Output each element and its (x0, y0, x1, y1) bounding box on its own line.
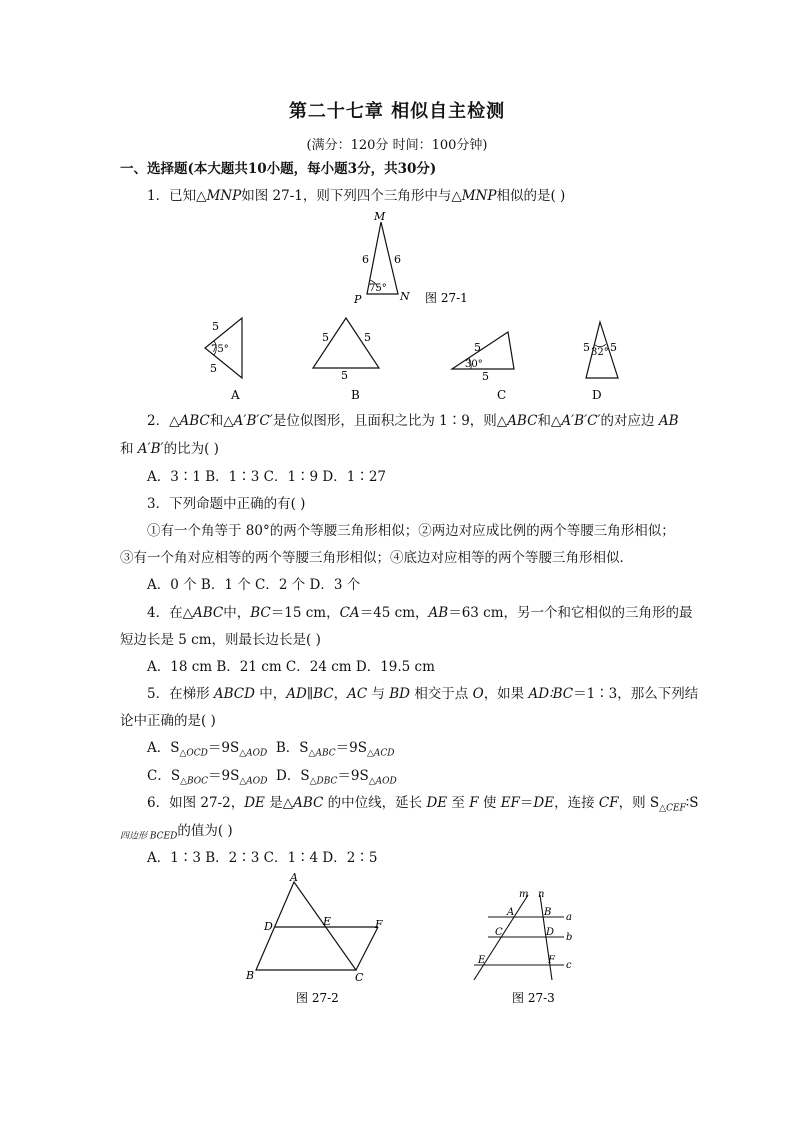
point-label-d: D (546, 927, 555, 938)
q5-options-ab (147, 739, 395, 763)
text: AD∥BC (286, 686, 334, 702)
point-label-c: C (495, 927, 503, 938)
vertex-label-c: C (355, 971, 364, 984)
line-label-n: n (538, 889, 545, 900)
text: 4．在△ (147, 605, 193, 621)
side-label: 5 (212, 320, 219, 333)
text: ABC (179, 413, 210, 429)
text: DE (244, 795, 265, 811)
text: ，则 S (618, 795, 660, 811)
page-title: 第二十七章 相似自主检测 (288, 101, 506, 122)
text: AB (428, 605, 449, 621)
text: ＝9S (207, 740, 240, 756)
q1-option-figures (190, 310, 660, 405)
text: 使 (482, 795, 497, 811)
vertex-label-p: P (354, 293, 362, 306)
text: ， (333, 686, 348, 702)
text: △ABC (308, 748, 336, 759)
option-d-label: D (592, 388, 602, 402)
angle-label: 75° (369, 283, 387, 294)
side-label: 5 (482, 370, 489, 383)
text: 6．如图 27-2， (147, 795, 245, 811)
text: ＝ (519, 795, 534, 811)
text: A′B′ (137, 441, 164, 457)
text: △AOD (239, 776, 268, 787)
side-label: 5 (210, 362, 217, 375)
section-heading: 一、选择题(本大题共10小题，每小题3分，共30分) (120, 161, 437, 177)
option-c-label: C (497, 388, 507, 402)
text: DE (426, 795, 448, 811)
point-label-a: A (507, 907, 515, 918)
figure-caption: 图 27-2 (296, 991, 339, 1005)
side-label: 5 (341, 369, 348, 382)
text: 相交于点 (414, 686, 469, 702)
q2-options: A．3∶1 B．1∶3 C．1∶9 D．1∶27 (147, 469, 386, 485)
point-label-e: E (478, 955, 486, 966)
text: 和△ (537, 413, 562, 429)
text: 四边形 BCED (120, 831, 178, 842)
side-label: 6 (362, 253, 369, 266)
text: △BOC (180, 776, 209, 787)
q5-line-1 (147, 685, 698, 703)
option-a-label: A (231, 388, 240, 402)
text: ，连接 (554, 795, 595, 811)
text: D．S (276, 768, 310, 784)
text: ABC (293, 795, 324, 811)
q2-line-1 (147, 412, 679, 430)
text: △CEF (659, 803, 686, 814)
vertex-label-f: F (375, 918, 383, 931)
text: 2．△ (147, 413, 180, 429)
text: CF (598, 795, 619, 811)
q3-line-1: ①有一个角等于 80°的两个等腰三角形相似；②两边对应成比例的两个等腰三角形相似； (147, 523, 675, 539)
vertex-label-b: B (246, 969, 255, 982)
side-label: 5 (322, 331, 329, 344)
text: MNP (461, 188, 497, 204)
text: 与 (371, 686, 385, 702)
text: ABC (507, 413, 538, 429)
side-label: 5 (583, 341, 590, 354)
page-subtitle: (满分：120分 时间：100分钟) (306, 138, 488, 153)
text: A′B′C′ (561, 413, 601, 429)
text: 至 (451, 795, 465, 811)
q3-stem: 3．下列命题中正确的有( ) (147, 496, 306, 512)
text: △OCD (179, 748, 208, 759)
text: 中， (259, 686, 287, 702)
text: 和△ (209, 413, 234, 429)
text: ＝9S (208, 768, 240, 784)
vertex-label-e: E (323, 915, 332, 928)
figure-caption: 图 27-1 (425, 291, 468, 305)
text: BC (250, 605, 271, 621)
text: DE (533, 795, 555, 811)
option-b-label: B (351, 388, 360, 402)
text: ABC (192, 605, 224, 621)
text: 的值为( ) (177, 823, 233, 839)
side-label: 5 (364, 331, 371, 344)
q5-options-cd (147, 767, 397, 791)
text: 和 (120, 441, 134, 457)
q4-line-2: 短边长是 5 cm，则最长边长是( ) (120, 632, 321, 648)
text: △AOD (239, 748, 268, 759)
q6-line-2 (120, 822, 233, 846)
text: EF (500, 795, 520, 811)
text: ∶S (685, 795, 699, 811)
text: 相似的是( ) (496, 188, 566, 204)
text: △ACD (366, 748, 395, 759)
line-label-m: m (519, 889, 529, 900)
figure-27-3 (468, 885, 598, 1010)
text: 5．在梯形 (147, 686, 210, 702)
text: ，如果 (483, 686, 525, 702)
text: 1．已知△ (147, 188, 207, 204)
angle-label: 75° (211, 344, 229, 355)
q2-line-2 (120, 440, 219, 458)
point-label-b: B (544, 907, 552, 918)
vertex-label-m: M (374, 210, 386, 223)
text: MNP (206, 188, 242, 204)
text: C．S (147, 768, 181, 784)
text: 的比为( ) (163, 441, 219, 457)
text: ＝63 cm，另一个和它相似的三角形的最 (448, 605, 693, 621)
angle-label: 30° (465, 359, 483, 370)
figure-27-1 (340, 208, 480, 308)
vertex-label-n: N (400, 290, 410, 303)
text: △DBC (309, 776, 338, 787)
line-label-a: a (566, 912, 572, 923)
text: ＝9S (335, 740, 367, 756)
q6-line-1 (147, 794, 699, 818)
figure-27-2 (240, 870, 400, 1010)
text: ＝9S (337, 768, 369, 784)
text: A．S (147, 740, 180, 756)
text: 是位似图形，且面积之比为 1∶9，则△ (272, 413, 508, 429)
point-label-f: F (548, 955, 555, 966)
text: △AOD (368, 776, 397, 787)
text: B．S (275, 740, 309, 756)
angle-label: 32° (591, 347, 609, 358)
text: AD∶BC (528, 686, 574, 702)
side-label: 5 (474, 341, 481, 354)
q1-stem (147, 187, 565, 205)
line-label-b: b (566, 932, 573, 943)
text: BD (389, 686, 411, 702)
q4-options: A．18 cm B．21 cm C．24 cm D．19.5 cm (147, 659, 435, 675)
text: 中， (223, 605, 251, 621)
text: ＝15 cm， (270, 605, 340, 621)
q6-options: A．1∶3 B．2∶3 C．1∶4 D．2∶5 (147, 850, 378, 866)
segment-fc (356, 927, 378, 970)
text: 如图 27-1，则下列四个三角形中与△ (241, 188, 462, 204)
line-label-c: c (566, 960, 572, 971)
text: O (472, 686, 484, 702)
text: 是△ (269, 795, 294, 811)
q3-line-2: ③有一个角对应相等的两个等腰三角形相似；④底边对应相等的两个等腰三角形相似． (120, 550, 633, 566)
text: AB (658, 413, 679, 429)
text: 的中位线，延长 (327, 795, 423, 811)
side-label: 6 (394, 253, 401, 266)
text: F (469, 795, 479, 811)
figure-caption: 图 27-3 (512, 991, 555, 1005)
text: 的对应边 (600, 413, 655, 429)
option-c-triangle (452, 332, 514, 369)
text: A′B′C′ (233, 413, 273, 429)
vertex-label-d: D (264, 920, 273, 933)
vertex-label-a: A (290, 871, 298, 884)
text: ABCD (213, 686, 255, 702)
text: CA (339, 605, 360, 621)
q3-options: A．0 个 B．1 个 C．2 个 D．3 个 (147, 577, 361, 593)
q4-line-1 (147, 604, 693, 622)
text: ＝45 cm， (359, 605, 429, 621)
q5-line-2: 论中正确的是( ) (120, 713, 216, 729)
text: ＝1∶3，那么下列结 (573, 686, 699, 702)
side-label: 5 (610, 341, 617, 354)
text: AC (347, 686, 368, 702)
